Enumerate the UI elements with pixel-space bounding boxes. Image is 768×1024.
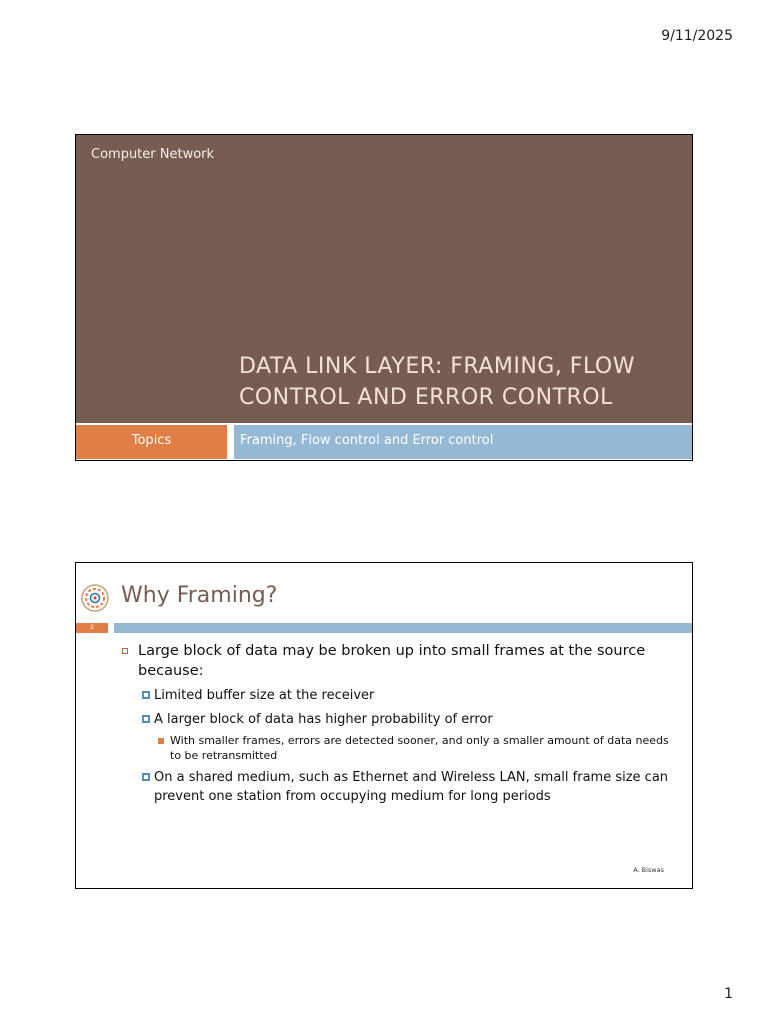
institute-logo-icon [80,583,110,613]
page-number: 1 [724,986,733,1002]
blue-square-bullet-icon [142,715,150,723]
bullet-text: On a shared medium, such as Ethernet and Wireless LAN, small frame size can prevent one station from occupying medium for long periods [154,770,669,804]
title-slide [75,134,693,461]
blue-square-bullet-icon [142,691,150,699]
topics-description: Framing, Flow control and Error control [234,425,692,459]
bullet-level3 [158,733,680,763]
bullet-text: Limited buffer size at the receiver [154,688,375,703]
slide-author: A. Biswas [633,866,664,874]
title-slide-banner [76,135,692,423]
title-underline-bar [114,623,692,633]
bullet-level2 [142,768,680,806]
course-name: Computer Network [91,147,215,162]
bullet-text: Large block of data may be broken up into small frames at the source because: [138,643,646,679]
topics-label: Topics [76,425,227,459]
blue-square-bullet-icon [142,773,150,781]
bullet-level2 [142,686,680,705]
hollow-square-bullet-icon [122,648,128,654]
slide-title: DATA LINK LAYER: FRAMING, FLOW CONTROL AND ERROR CONTROL [239,354,636,410]
content-slide-title: Why Framing? [121,583,278,608]
content-slide [75,562,693,889]
bullet-level1 [120,641,680,681]
slide-number: 2 [76,623,108,633]
slide-body [120,641,680,806]
bullet-text: With smaller frames, errors are detected sooner, and only a smaller amount of data needs to be retransmitted [170,734,669,762]
orange-square-bullet-icon [158,738,164,744]
bullet-level2 [142,710,680,729]
bullet-text: A larger block of data has higher probability of error [154,712,493,727]
page-date: 9/11/2025 [661,28,733,44]
